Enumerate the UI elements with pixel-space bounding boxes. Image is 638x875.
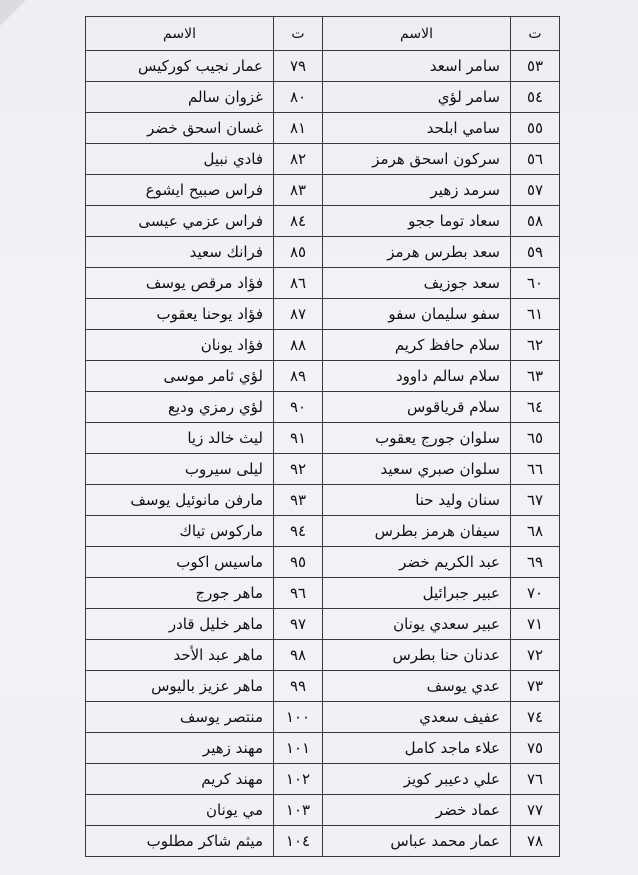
left-name-cell: ماركوس تياك <box>86 516 274 547</box>
table-row <box>86 51 560 82</box>
right-number-cell: ٧٤ <box>511 702 560 733</box>
left-number-cell: ٩٧ <box>274 609 323 640</box>
header-name-right: الاسم <box>323 17 511 51</box>
left-number-cell: ٨٦ <box>274 268 323 299</box>
table-row <box>86 640 560 671</box>
left-number-cell: ٩١ <box>274 423 323 454</box>
left-name-cell: فراس عزمي عيسى <box>86 206 274 237</box>
left-name-cell: ماهر خليل قادر <box>86 609 274 640</box>
left-number-cell: ١٠٣ <box>274 795 323 826</box>
right-number-cell: ٥٥ <box>511 113 560 144</box>
right-name-cell: سركون اسحق هرمز <box>323 144 511 175</box>
table-row <box>86 392 560 423</box>
left-name-cell: ماهر عزيز باليوس <box>86 671 274 702</box>
right-name-cell: سلام سالم داوود <box>323 361 511 392</box>
folded-corner <box>0 0 26 26</box>
right-name-cell: عماد خضر <box>323 795 511 826</box>
left-name-cell: غزوان سالم <box>86 82 274 113</box>
table-row <box>86 423 560 454</box>
left-name-cell: ليلى سيروب <box>86 454 274 485</box>
table-row <box>86 206 560 237</box>
right-name-cell: عدي يوسف <box>323 671 511 702</box>
left-number-cell: ٩٦ <box>274 578 323 609</box>
left-number-cell: ١٠٠ <box>274 702 323 733</box>
table-row <box>86 547 560 578</box>
left-number-cell: ١٠٢ <box>274 764 323 795</box>
left-name-cell: فؤاد مرقص يوسف <box>86 268 274 299</box>
right-name-cell: سامر لؤي <box>323 82 511 113</box>
table-row <box>86 237 560 268</box>
left-name-cell: مي يونان <box>86 795 274 826</box>
left-name-cell: لؤي رمزي وديع <box>86 392 274 423</box>
right-name-cell: عبير جبرائيل <box>323 578 511 609</box>
right-number-cell: ٧٦ <box>511 764 560 795</box>
right-name-cell: سلوان جورج يعقوب <box>323 423 511 454</box>
table-row <box>86 268 560 299</box>
right-number-cell: ٧٣ <box>511 671 560 702</box>
table-row <box>86 516 560 547</box>
right-name-cell: سيفان هرمز بطرس <box>323 516 511 547</box>
right-name-cell: عدنان حنا بطرس <box>323 640 511 671</box>
left-number-cell: ٨٥ <box>274 237 323 268</box>
left-name-cell: مهند كريم <box>86 764 274 795</box>
right-number-cell: ٥٣ <box>511 51 560 82</box>
names-table <box>85 16 560 857</box>
left-name-cell: فؤاد يونان <box>86 330 274 361</box>
table-row <box>86 826 560 857</box>
table-row <box>86 609 560 640</box>
table-row <box>86 454 560 485</box>
left-number-cell: ١٠١ <box>274 733 323 764</box>
right-number-cell: ٦٥ <box>511 423 560 454</box>
right-name-cell: عفيف سعدي <box>323 702 511 733</box>
right-number-cell: ٥٨ <box>511 206 560 237</box>
right-number-cell: ٥٤ <box>511 82 560 113</box>
left-name-cell: فؤاد يوحنا يعقوب <box>86 299 274 330</box>
left-name-cell: ليث خالد زيا <box>86 423 274 454</box>
left-name-cell: فادي نبيل <box>86 144 274 175</box>
left-name-cell: مارفن مانوئيل يوسف <box>86 485 274 516</box>
left-number-cell: ٩٠ <box>274 392 323 423</box>
right-number-cell: ٦٨ <box>511 516 560 547</box>
left-number-cell: ٩٢ <box>274 454 323 485</box>
right-number-cell: ٦٢ <box>511 330 560 361</box>
right-name-cell: سلام قرياقوس <box>323 392 511 423</box>
left-number-cell: ٨٧ <box>274 299 323 330</box>
left-number-cell: ٨١ <box>274 113 323 144</box>
right-name-cell: عبد الكريم خضر <box>323 547 511 578</box>
header-row <box>86 17 560 51</box>
header-number-left: ت <box>274 17 323 51</box>
right-number-cell: ٥٦ <box>511 144 560 175</box>
table-row <box>86 144 560 175</box>
right-number-cell: ٦١ <box>511 299 560 330</box>
right-number-cell: ٧٢ <box>511 640 560 671</box>
table-row <box>86 733 560 764</box>
right-name-cell: سعد بطرس هرمز <box>323 237 511 268</box>
right-number-cell: ٧٠ <box>511 578 560 609</box>
right-number-cell: ٧٨ <box>511 826 560 857</box>
right-name-cell: سعاد توما ججو <box>323 206 511 237</box>
left-name-cell: مهند زهير <box>86 733 274 764</box>
right-name-cell: سلام حافظ كريم <box>323 330 511 361</box>
right-number-cell: ٥٩ <box>511 237 560 268</box>
left-name-cell: منتصر يوسف <box>86 702 274 733</box>
left-number-cell: ٨٢ <box>274 144 323 175</box>
left-name-cell: ماهر عبد الأحد <box>86 640 274 671</box>
right-number-cell: ٦٧ <box>511 485 560 516</box>
table-row <box>86 330 560 361</box>
right-number-cell: ٦٣ <box>511 361 560 392</box>
right-number-cell: ٦٦ <box>511 454 560 485</box>
table-body <box>86 51 560 857</box>
table-row <box>86 578 560 609</box>
table-row <box>86 82 560 113</box>
table-row <box>86 175 560 206</box>
right-name-cell: سرمد زهير <box>323 175 511 206</box>
right-number-cell: ٦٠ <box>511 268 560 299</box>
left-name-cell: فرانك سعيد <box>86 237 274 268</box>
right-number-cell: ٥٧ <box>511 175 560 206</box>
right-number-cell: ٦٩ <box>511 547 560 578</box>
right-name-cell: سفو سليمان سفو <box>323 299 511 330</box>
right-name-cell: علي دعيبر كويز <box>323 764 511 795</box>
right-name-cell: سلوان صبري سعيد <box>323 454 511 485</box>
table-row <box>86 485 560 516</box>
left-number-cell: ٨٩ <box>274 361 323 392</box>
table-row <box>86 795 560 826</box>
table-row <box>86 361 560 392</box>
left-number-cell: ٩٤ <box>274 516 323 547</box>
table-row <box>86 764 560 795</box>
right-name-cell: عبير سعدي يونان <box>323 609 511 640</box>
left-number-cell: ٩٩ <box>274 671 323 702</box>
left-number-cell: ٨٣ <box>274 175 323 206</box>
table-row <box>86 702 560 733</box>
right-name-cell: سنان وليد حنا <box>323 485 511 516</box>
right-number-cell: ٧٥ <box>511 733 560 764</box>
left-number-cell: ٨٨ <box>274 330 323 361</box>
right-name-cell: سامي ابلحد <box>323 113 511 144</box>
right-number-cell: ٧١ <box>511 609 560 640</box>
left-number-cell: ٨٠ <box>274 82 323 113</box>
left-name-cell: فراس صبيح ايشوع <box>86 175 274 206</box>
left-name-cell: ماهر جورج <box>86 578 274 609</box>
right-number-cell: ٦٤ <box>511 392 560 423</box>
left-number-cell: ١٠٤ <box>274 826 323 857</box>
right-name-cell: سامر اسعد <box>323 51 511 82</box>
left-name-cell: ميثم شاكر مطلوب <box>86 826 274 857</box>
header-name-left: الاسم <box>86 17 274 51</box>
header-number-right: ت <box>511 17 560 51</box>
right-number-cell: ٧٧ <box>511 795 560 826</box>
left-name-cell: ماسيس اكوب <box>86 547 274 578</box>
left-number-cell: ٧٩ <box>274 51 323 82</box>
left-name-cell: غسان اسحق خضر <box>86 113 274 144</box>
right-name-cell: علاء ماجد كامل <box>323 733 511 764</box>
table-row <box>86 299 560 330</box>
right-name-cell: سعد جوزيف <box>323 268 511 299</box>
left-number-cell: ٨٤ <box>274 206 323 237</box>
left-name-cell: عمار نجيب كوركيس <box>86 51 274 82</box>
left-number-cell: ٩٥ <box>274 547 323 578</box>
right-name-cell: عمار محمد عباس <box>323 826 511 857</box>
left-number-cell: ٩٣ <box>274 485 323 516</box>
left-name-cell: لؤي ثامر موسى <box>86 361 274 392</box>
table-row <box>86 113 560 144</box>
table-row <box>86 671 560 702</box>
left-number-cell: ٩٨ <box>274 640 323 671</box>
